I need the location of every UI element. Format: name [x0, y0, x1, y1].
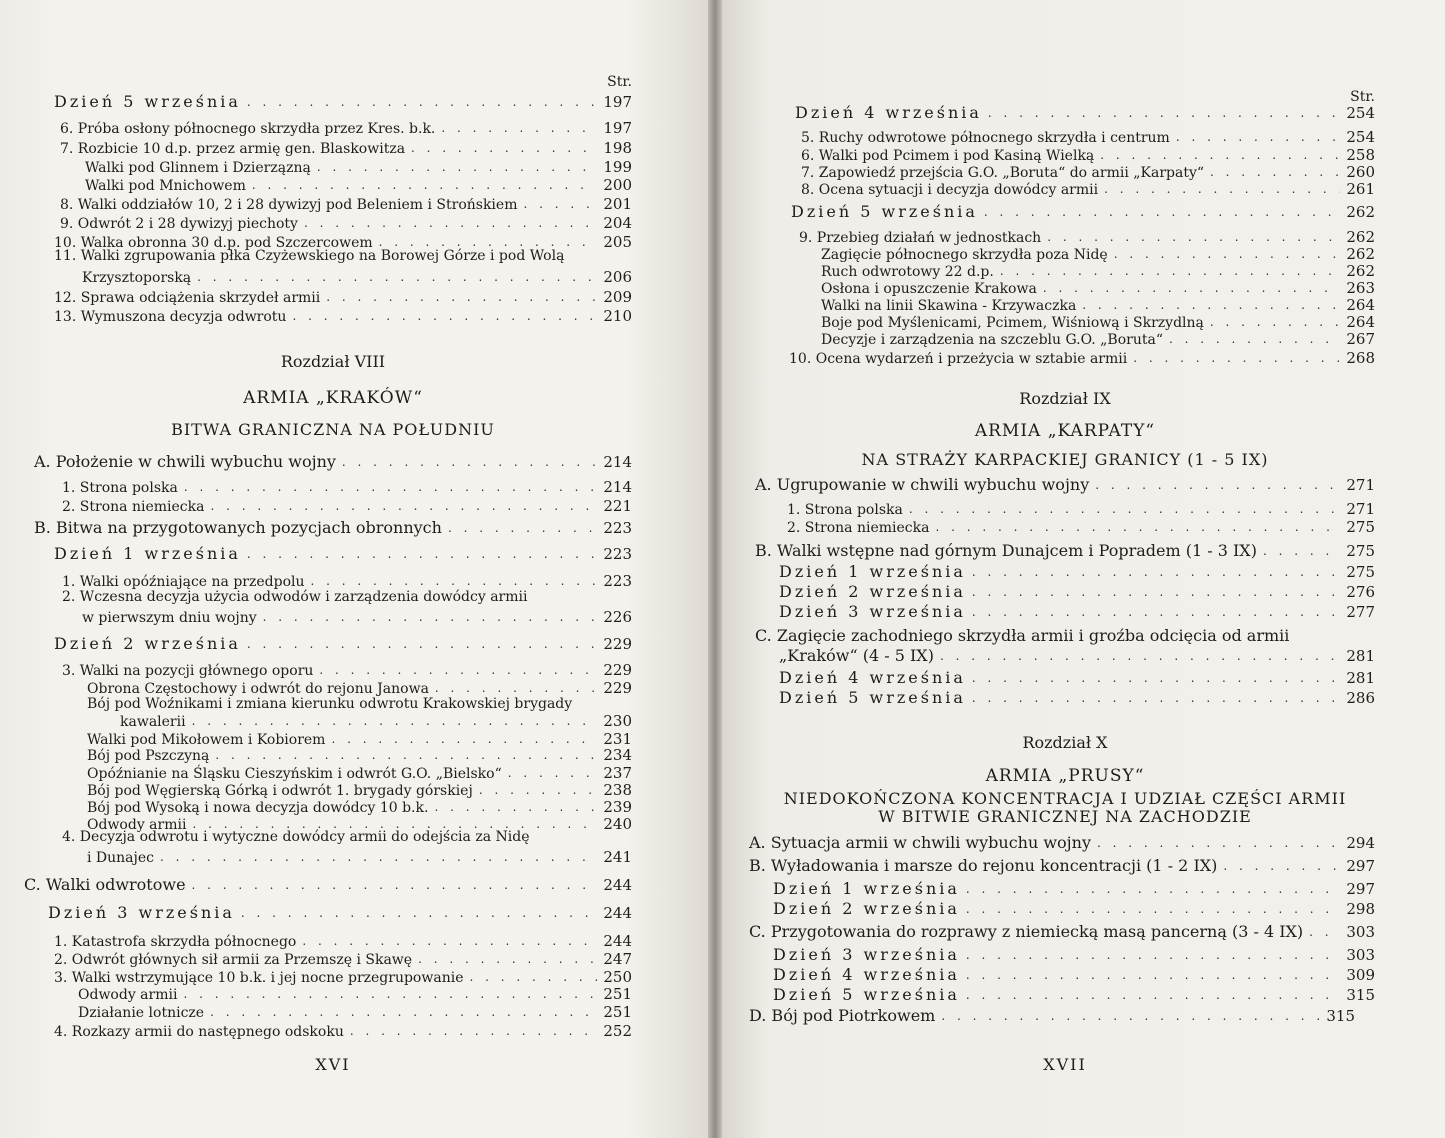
- toc-entry[interactable]: [773, 945, 1375, 964]
- leader-dots: [909, 503, 1341, 515]
- leader-dots: [448, 522, 597, 534]
- toc-entry-title: Dzień 4 września: [795, 103, 982, 122]
- toc-page-number: 297: [1346, 857, 1375, 875]
- toc-entry-title: 10. Walka obronna 30 d.p. pod Szczercowem: [54, 235, 373, 251]
- toc-page-number: 244: [603, 904, 632, 922]
- leader-dots: [1169, 333, 1340, 345]
- toc-entry-title: D. Bój pod Piotrkowem: [749, 1006, 936, 1025]
- toc-entry[interactable]: [34, 518, 632, 537]
- toc-entry-title: Dzień 3 września: [773, 945, 960, 964]
- toc-entry-title: 5. Ruchy odwrotowe północnego skrzydła i centrum: [801, 130, 1170, 146]
- toc-page-number: 237: [603, 764, 632, 782]
- toc-page-number: 199: [603, 158, 632, 176]
- toc-entry-title: B. Walki wstępne nad górnym Dunajcem i Popradem (1 - 3 IX): [755, 541, 1257, 560]
- leader-dots: [469, 971, 597, 983]
- toc-entry[interactable]: [773, 985, 1375, 1004]
- toc-entry[interactable]: [54, 968, 632, 986]
- toc-page-number: 205: [603, 233, 632, 251]
- toc-entry[interactable]: [87, 746, 632, 764]
- leader-dots: [252, 179, 597, 191]
- toc-entry-title: 9. Przebieg działań w jednostkach: [799, 230, 1042, 246]
- toc-page-number: 204: [603, 214, 632, 232]
- toc-entry[interactable]: [54, 307, 632, 325]
- leader-dots: [184, 481, 598, 493]
- toc-entry-title: 4. Rozkazy armii do następnego odskoku: [54, 1024, 344, 1040]
- toc-page-number: 264: [1346, 313, 1375, 331]
- toc-entry[interactable]: [773, 879, 1375, 898]
- toc-entry[interactable]: [54, 544, 632, 563]
- leader-dots: [479, 784, 598, 796]
- toc-entry-title: Odwody armii: [87, 817, 187, 833]
- leader-dots: [241, 907, 597, 919]
- toc-entry[interactable]: [87, 848, 632, 866]
- toc-page-number: 198: [603, 139, 632, 157]
- toc-entry-title: 7. Zapowiedź przejścia G.O. „Boruta“ do armii „Karpaty“: [801, 165, 1205, 181]
- toc-entry[interactable]: [60, 195, 632, 213]
- leader-dots: [966, 969, 1340, 981]
- toc-entry-title-line2: kawalerii: [120, 714, 186, 730]
- leader-dots: [941, 1010, 1320, 1022]
- page-folio: XVII: [1043, 1055, 1087, 1074]
- toc-entry-title: 2. Strona niemiecka: [62, 499, 205, 515]
- toc-entry-title: Dzień 5 września: [773, 985, 960, 1004]
- leader-dots: [1047, 231, 1340, 243]
- chapter-subtitle: NIEDOKOŃCZONA KONCENTRACJA I UDZIAŁ CZĘŚCI ARMII: [783, 789, 1347, 808]
- leader-dots: [342, 456, 597, 468]
- toc-page-number: 240: [603, 815, 632, 833]
- leader-dots: [984, 206, 1340, 218]
- toc-entry-title-line1: C. Zagięcie zachodniego skrzydła armii i groźba odcięcia od armii: [755, 626, 1290, 645]
- leader-dots: [523, 198, 597, 210]
- toc-entry-title: C. Przygotowania do rozprawy z niemiecką masą pancerną (3 - 4 IX): [749, 922, 1304, 941]
- leader-dots: [192, 715, 598, 727]
- leader-dots: [379, 236, 598, 248]
- chapter-army-title: ARMIA „KARPATY“: [974, 421, 1156, 441]
- leader-dots: [435, 682, 597, 694]
- toc-page-number: 252: [603, 1022, 632, 1040]
- toc-entry[interactable]: [87, 764, 632, 782]
- toc-entry[interactable]: [787, 518, 1375, 536]
- toc-page-number: 197: [603, 93, 632, 111]
- toc-entry-title-line2: Krzysztoporską: [82, 270, 192, 286]
- toc-entry[interactable]: [821, 330, 1375, 348]
- toc-entry[interactable]: [749, 833, 1375, 852]
- page-column-header: Str.: [607, 74, 632, 90]
- toc-entry[interactable]: [801, 146, 1375, 164]
- leader-dots: [304, 217, 597, 229]
- toc-entry[interactable]: [779, 602, 1375, 621]
- leader-dots: [1210, 166, 1340, 178]
- toc-page-number: 251: [603, 1003, 632, 1021]
- leader-dots: [292, 310, 597, 322]
- toc-page-number: 223: [603, 572, 632, 590]
- toc-page-number: 294: [1346, 834, 1375, 852]
- toc-page-number: 303: [1346, 923, 1375, 941]
- toc-entry-title: Walki pod Mikołowem i Kobiorem: [87, 732, 326, 748]
- toc-entry-title: A. Sytuacja armii w chwili wybuchu wojny: [749, 833, 1091, 852]
- chapter-subtitle: NA STRAŻY KARPACKIEJ GRANICY (1 - 5 IX): [861, 450, 1269, 469]
- toc-entry[interactable]: [60, 214, 632, 232]
- toc-entry[interactable]: [54, 634, 632, 653]
- toc-page-number: 197: [603, 119, 632, 137]
- toc-entry-title: Dzień 1 września: [773, 879, 960, 898]
- toc-page-number: 239: [603, 798, 632, 816]
- toc-page-number: 260: [1346, 163, 1375, 181]
- leader-dots: [210, 1006, 597, 1018]
- toc-entry-title: 1. Strona polska: [787, 502, 903, 518]
- toc-page-number: 231: [603, 730, 632, 748]
- toc-entry-title: Decyzje i zarządzenia na szczeblu G.O. „Boruta“: [821, 332, 1163, 348]
- toc-page-number: 210: [603, 307, 632, 325]
- book-gutter: [708, 0, 722, 1138]
- toc-page-number: 309: [1346, 966, 1375, 984]
- toc-entry-title: Dzień 5 września: [779, 688, 966, 707]
- leader-dots: [247, 548, 597, 560]
- toc-entry[interactable]: [799, 228, 1375, 246]
- toc-entry[interactable]: [779, 668, 1375, 687]
- toc-entry-title-line1: Bój pod Woźnikami i zmiana kierunku odwrotu Krakowskiej brygady: [87, 696, 573, 712]
- toc-entry-title: Dzień 1 września: [54, 544, 241, 563]
- toc-entry-title-line2: i Dunajec: [87, 850, 154, 866]
- toc-entry[interactable]: [120, 712, 632, 730]
- toc-entry-title: Walki na linii Skawina - Krzywaczka: [821, 298, 1077, 314]
- toc-entry-title: Dzień 4 września: [773, 965, 960, 984]
- toc-entry[interactable]: [773, 899, 1375, 918]
- toc-entry[interactable]: [78, 985, 632, 1003]
- toc-entry[interactable]: [821, 245, 1375, 263]
- toc-entry-title-line1: 4. Decyzja odwrotu i wytyczne dowódcy armii do odejścia za Nidę: [62, 829, 530, 845]
- toc-entry-title: 6. Próba osłony północnego skrzydła przez Kres. b.k.: [60, 121, 436, 137]
- leader-dots: [972, 692, 1340, 704]
- toc-entry[interactable]: [749, 1006, 1355, 1025]
- toc-entry[interactable]: [795, 103, 1375, 122]
- toc-entry[interactable]: [82, 608, 632, 626]
- toc-entry-title: 10. Ocena wydarzeń i przeżycia w sztabie armii: [789, 351, 1128, 367]
- toc-page-number: 275: [1346, 518, 1375, 536]
- toc-entry[interactable]: [60, 139, 632, 157]
- leader-dots: [1263, 545, 1340, 557]
- leader-dots: [411, 142, 597, 154]
- toc-entry-title: 2. Odwrót głównych sił armii za Przemszę i Skawę: [54, 952, 413, 968]
- page-folio: XVI: [315, 1055, 351, 1074]
- chapter-subtitle: BITWA GRANICZNA NA POŁUDNIU: [171, 420, 495, 439]
- toc-page-number: 200: [603, 176, 632, 194]
- chapter-army-title: ARMIA „KRAKÓW“: [243, 388, 423, 408]
- toc-entry[interactable]: [773, 965, 1375, 984]
- toc-page-number: 254: [1346, 104, 1375, 122]
- toc-entry-title: Zagięcie północnego skrzydła poza Nidę: [821, 247, 1108, 263]
- leader-dots: [317, 161, 598, 173]
- toc-page-number: 223: [603, 519, 632, 537]
- toc-entry[interactable]: [62, 661, 632, 679]
- toc-page-number: 315: [1326, 1007, 1355, 1025]
- toc-entry[interactable]: [85, 176, 632, 194]
- toc-entry[interactable]: [791, 202, 1375, 221]
- leader-dots: [1133, 352, 1340, 364]
- toc-entry-title: Osłona i opuszczenie Krakowa: [821, 281, 1037, 297]
- toc-entry-title: B. Wyładowania i marsze do rejonu koncentracji (1 - 2 IX): [749, 856, 1218, 875]
- leader-dots: [210, 500, 597, 512]
- toc-entry-title: 1. Walki opóźniające na przedpolu: [62, 574, 305, 590]
- leader-dots: [441, 122, 597, 134]
- toc-entry[interactable]: [62, 572, 632, 590]
- chapter-heading: Rozdział VIII: [280, 352, 386, 371]
- leader-dots: [247, 96, 597, 108]
- leader-dots: [350, 1025, 598, 1037]
- chapter-subtitle: W BITWIE GRANICZNEJ NA ZACHODZIE: [878, 807, 1252, 826]
- leader-dots: [1043, 282, 1341, 294]
- toc-entry[interactable]: [755, 475, 1375, 494]
- leader-dots: [1104, 183, 1340, 195]
- leader-dots: [215, 749, 597, 761]
- leader-dots: [966, 883, 1340, 895]
- toc-page-number: 201: [603, 195, 632, 213]
- toc-page-number: 214: [603, 453, 632, 471]
- toc-page-number: 244: [603, 876, 632, 894]
- toc-entry-title: B. Bitwa na przygotowanych pozycjach obronnych: [34, 518, 442, 537]
- toc-entry-title: Dzień 5 września: [791, 202, 978, 221]
- leader-dots: [940, 650, 1340, 662]
- leader-dots: [263, 611, 598, 623]
- leader-dots: [935, 521, 1340, 533]
- toc-entry-title: Dzień 3 września: [48, 903, 235, 922]
- leader-dots: [972, 606, 1340, 618]
- toc-entry-title-line1: 2. Wczesna decyzja użycia odwodów i zarządzenia dowódcy armii: [62, 589, 528, 605]
- toc-page-number: 214: [603, 478, 632, 496]
- toc-entry[interactable]: [821, 279, 1375, 297]
- toc-entry[interactable]: [82, 268, 632, 286]
- leader-dots: [1114, 248, 1341, 260]
- leader-dots: [508, 767, 598, 779]
- leader-dots: [326, 291, 597, 303]
- toc-page-number: 286: [1346, 689, 1375, 707]
- toc-page-number: 297: [1346, 880, 1375, 898]
- toc-entry[interactable]: [34, 452, 632, 471]
- chapter-army-title: ARMIA „PRUSY“: [985, 766, 1145, 786]
- toc-page-number: 229: [603, 635, 632, 653]
- toc-entry[interactable]: [87, 679, 632, 697]
- toc-page-number: 275: [1346, 542, 1375, 560]
- toc-entry-title: C. Walki odwrotowe: [24, 875, 186, 894]
- toc-entry-title: Dzień 1 września: [779, 562, 966, 581]
- toc-entry-title: Boje pod Myślenicami, Pcimem, Wiśniową i Skrzydlną: [821, 315, 1204, 331]
- toc-page-number: 315: [1346, 986, 1375, 1004]
- toc-entry-title: Bój pod Pszczyną: [87, 748, 210, 764]
- toc-entry-title: Bój pod Węgierską Górką i odwrót 1. brygady górskiej: [87, 783, 473, 799]
- toc-page-number: 226: [603, 608, 632, 626]
- toc-entry[interactable]: [801, 180, 1375, 198]
- toc-page-number: 229: [603, 679, 632, 697]
- toc-entry[interactable]: [54, 950, 632, 968]
- toc-page-number: 209: [603, 288, 632, 306]
- toc-entry-title: Walki pod Glinnem i Dzierzązną: [85, 160, 311, 176]
- toc-page-number: 234: [603, 746, 632, 764]
- toc-page-number: 223: [603, 545, 632, 563]
- toc-page-number: 251: [603, 985, 632, 1003]
- toc-entry[interactable]: [801, 128, 1375, 146]
- toc-page-number: 281: [1346, 647, 1375, 665]
- leader-dots: [1000, 265, 1341, 277]
- toc-entry-title-line2: „Kraków“ (4 - 5 IX): [779, 646, 934, 665]
- toc-entry-title: 8. Walki oddziałów 10, 2 i 28 dywizyj pod Beleniem i Strońskiem: [60, 197, 518, 213]
- toc-entry-title: Działanie lotnicze: [78, 1005, 205, 1021]
- leader-dots: [302, 935, 597, 947]
- toc-entry-title: 3. Walki wstrzymujące 10 b.k. i jej nocne przegrupowanie: [54, 970, 464, 986]
- toc-entry[interactable]: [54, 92, 632, 111]
- toc-entry-title: 6. Walki pod Pcimem i pod Kasiną Wielką: [801, 148, 1095, 164]
- toc-entry-title: Ruch odwrotowy 22 d.p.: [821, 264, 994, 280]
- leader-dots: [972, 566, 1340, 578]
- toc-page-number: 277: [1346, 603, 1375, 621]
- leader-dots: [434, 801, 597, 813]
- toc-entry-title: Opóźnianie na Śląsku Cieszyńskim i odwrót G.O. „Bielsko“: [87, 766, 502, 782]
- toc-page-number: 241: [603, 848, 632, 866]
- toc-page-number: 254: [1346, 128, 1375, 146]
- leader-dots: [972, 586, 1340, 598]
- toc-entry[interactable]: [85, 158, 632, 176]
- leader-dots: [160, 851, 597, 863]
- toc-entry-title: A. Położenie w chwili wybuchu wojny: [34, 452, 336, 471]
- toc-page-number: 303: [1346, 946, 1375, 964]
- toc-entry[interactable]: [801, 163, 1375, 181]
- toc-page-number: 276: [1346, 583, 1375, 601]
- toc-entry[interactable]: [749, 856, 1375, 875]
- toc-entry-title: Dzień 5 września: [54, 92, 241, 111]
- toc-entry-title: Dzień 3 września: [779, 602, 966, 621]
- toc-entry[interactable]: [24, 875, 632, 894]
- toc-entry-title-line1: 11. Walki zgrupowania płka Czyżewskiego na Borowej Górze i pod Wolą: [54, 248, 565, 264]
- leader-dots: [966, 903, 1340, 915]
- toc-entry-title: 13. Wymuszona decyzja odwrotu: [54, 309, 287, 325]
- leader-dots: [1176, 131, 1341, 143]
- leader-dots: [1082, 299, 1340, 311]
- toc-page-number: 262: [1346, 228, 1375, 246]
- leader-dots: [972, 672, 1340, 684]
- toc-page-number: 262: [1346, 203, 1375, 221]
- leader-dots: [966, 949, 1340, 961]
- leader-dots: [183, 988, 597, 1000]
- toc-entry-title: 7. Rozbicie 10 d.p. przez armię gen. Blaskowitza: [60, 141, 406, 157]
- leader-dots: [1309, 926, 1340, 938]
- leader-dots: [197, 271, 597, 283]
- toc-entry-title: 1. Strona polska: [62, 480, 178, 496]
- toc-entry[interactable]: [787, 500, 1375, 518]
- leader-dots: [1095, 479, 1340, 491]
- leader-dots: [1097, 837, 1340, 849]
- toc-entry[interactable]: [779, 562, 1375, 581]
- page-column-header: Str.: [1350, 89, 1375, 105]
- toc-page-number: 206: [603, 268, 632, 286]
- toc-page-number: 263: [1346, 279, 1375, 297]
- toc-page-number: 244: [603, 932, 632, 950]
- toc-entry[interactable]: [821, 296, 1375, 314]
- leader-dots: [988, 107, 1340, 119]
- leader-dots: [966, 989, 1340, 1001]
- toc-entry[interactable]: [54, 288, 632, 306]
- toc-page-number: 271: [1346, 476, 1375, 494]
- chapter-heading: Rozdział IX: [1019, 389, 1111, 408]
- leader-dots: [1210, 316, 1340, 328]
- leader-dots: [418, 953, 597, 965]
- toc-entry-title: 2. Strona niemiecka: [787, 520, 930, 536]
- toc-entry[interactable]: [48, 903, 632, 922]
- toc-page-number: 261: [1346, 180, 1375, 198]
- leader-dots: [331, 733, 597, 745]
- toc-page-number: 229: [603, 661, 632, 679]
- toc-entry[interactable]: [779, 646, 1375, 665]
- toc-page-number: 267: [1346, 330, 1375, 348]
- toc-entry[interactable]: [821, 313, 1375, 331]
- toc-entry-title: Dzień 2 września: [779, 582, 966, 601]
- toc-page-number: 264: [1346, 296, 1375, 314]
- toc-entry[interactable]: [78, 1003, 632, 1021]
- toc-entry-title: 9. Odwrót 2 i 28 dywizyj piechoty: [60, 216, 298, 232]
- toc-page-number: 250: [603, 968, 632, 986]
- toc-page-number: 238: [603, 781, 632, 799]
- leader-dots: [311, 575, 598, 587]
- toc-page-number: 271: [1346, 500, 1375, 518]
- toc-entry[interactable]: [87, 781, 632, 799]
- toc-page-number: 262: [1346, 245, 1375, 263]
- toc-page-number: 247: [603, 950, 632, 968]
- toc-page-number: 268: [1346, 349, 1375, 367]
- toc-entry-title: Dzień 2 września: [54, 634, 241, 653]
- toc-entry[interactable]: [779, 582, 1375, 601]
- toc-entry-title: A. Ugrupowanie w chwili wybuchu wojny: [755, 475, 1090, 494]
- toc-page-number: 221: [603, 497, 632, 515]
- toc-page-number: 258: [1346, 146, 1375, 164]
- toc-page-number: 281: [1346, 669, 1375, 687]
- toc-page-number: 262: [1346, 262, 1375, 280]
- leader-dots: [247, 638, 597, 650]
- toc-entry[interactable]: [62, 478, 632, 496]
- toc-entry-title: 3. Walki na pozycji głównego oporu: [62, 663, 314, 679]
- toc-entry[interactable]: [821, 262, 1375, 280]
- toc-entry[interactable]: [87, 798, 632, 816]
- leader-dots: [1223, 860, 1340, 872]
- toc-entry-title: Bój pod Wysoką i nowa decyzja dowódcy 10 b.k.: [87, 800, 429, 816]
- toc-entry-title: Odwody armii: [78, 987, 178, 1003]
- toc-page-number: 298: [1346, 900, 1375, 918]
- toc-entry[interactable]: [60, 119, 632, 137]
- toc-entry-title: Dzień 4 września: [779, 668, 966, 687]
- toc-entry[interactable]: [54, 1022, 632, 1040]
- toc-entry[interactable]: [779, 688, 1375, 707]
- leader-dots: [319, 664, 597, 676]
- toc-entry[interactable]: [755, 541, 1375, 560]
- toc-entry-title: 8. Ocena sytuacji i decyzja dowódcy armii: [801, 182, 1099, 198]
- toc-page-number: 230: [603, 712, 632, 730]
- toc-entry-title: 1. Katastrofa skrzydła północnego: [54, 934, 297, 950]
- toc-entry-title: 12. Sprawa odciążenia skrzydeł armii: [54, 290, 321, 306]
- toc-entry-title: Dzień 2 września: [773, 899, 960, 918]
- toc-entry[interactable]: [789, 349, 1375, 367]
- chapter-heading: Rozdział X: [1022, 733, 1108, 752]
- toc-entry-title-line2: w pierwszym dniu wojny: [82, 610, 257, 626]
- toc-entry[interactable]: [749, 922, 1375, 941]
- toc-page-number: 275: [1346, 563, 1375, 581]
- toc-entry[interactable]: [62, 497, 632, 515]
- leader-dots: [1100, 149, 1340, 161]
- toc-entry-title: Walki pod Mnichowem: [85, 178, 246, 194]
- leader-dots: [192, 879, 598, 891]
- toc-entry[interactable]: [54, 932, 632, 950]
- toc-entry-title: Obrona Częstochowy i odwrót do rejonu Janowa: [87, 681, 429, 697]
